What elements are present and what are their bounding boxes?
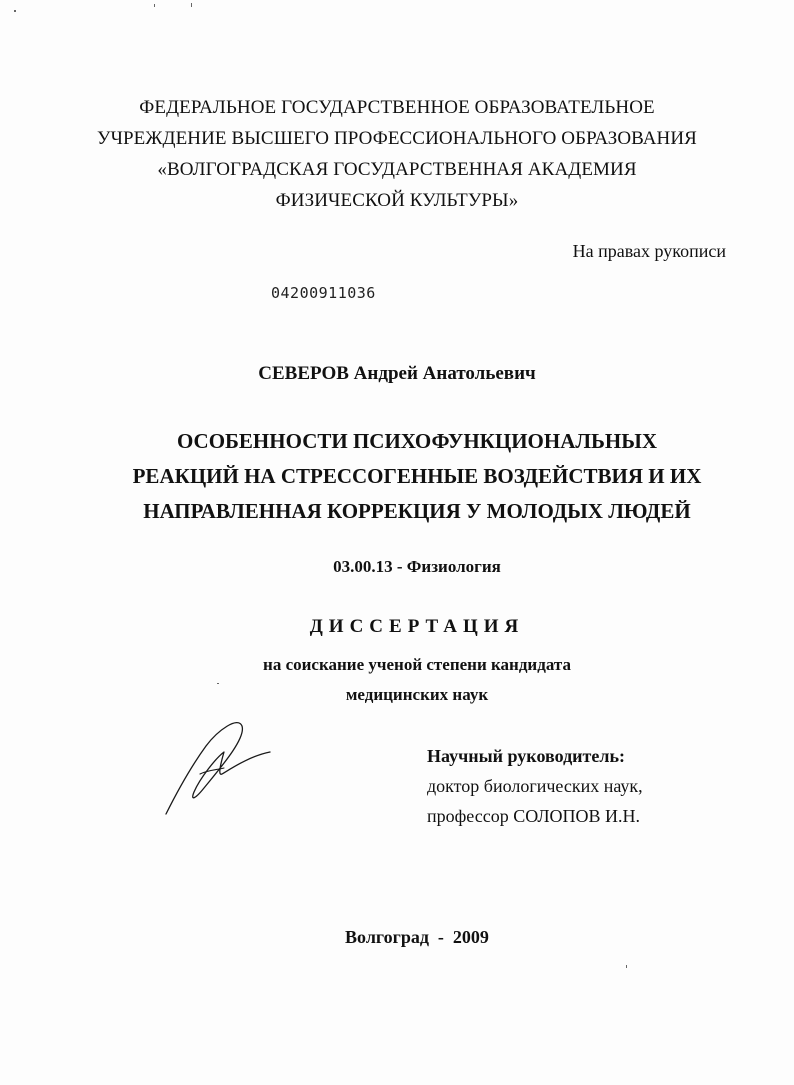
institution-line: УЧРЕЖДЕНИЕ ВЫСШЕГО ПРОФЕССИОНАЛЬНОГО ОБРАЗОВАНИЯ: [97, 128, 697, 149]
institution-name: [0, 92, 794, 216]
author-name: СЕВЕРОВ Андрей Анатольевич: [258, 363, 536, 384]
degree-field: медицинских наук: [345, 685, 489, 704]
institution-line: «ВОЛГОГРАДСКАЯ ГОСУДАРСТВЕННАЯ АКАДЕМИЯ: [157, 159, 637, 180]
signature-icon: [160, 718, 280, 818]
supervisor-degree: доктор биологических наук,: [427, 776, 643, 796]
title-line: НАПРАВЛЕННАЯ КОРРЕКЦИЯ У МОЛОДЫХ ЛЮДЕЙ: [143, 499, 691, 523]
scan-speck: [154, 4, 155, 7]
registration-code: 04200911036: [271, 284, 376, 302]
degree-line: на соискание ученой степени кандидата: [263, 655, 571, 674]
degree-info: [0, 650, 794, 710]
scan-speck: [14, 10, 16, 12]
scan-speck: [626, 965, 627, 968]
document-type: ДИССЕРТАЦИЯ: [309, 616, 525, 637]
specialty: 03.00.13 - Физиология: [333, 557, 501, 576]
supervisor-heading: Научный руководитель:: [427, 746, 625, 766]
dissertation-title: [0, 424, 794, 529]
title-line: ОСОБЕННОСТИ ПСИХОФУНКЦИОНАЛЬНЫХ: [176, 429, 658, 453]
institution-line: ФИЗИЧЕСКОЙ КУЛЬТУРЫ»: [275, 190, 519, 211]
supervisor-block: [427, 741, 643, 831]
place-year: Волгоград - 2009: [345, 927, 489, 947]
supervisor-name: профессор СОЛОПОВ И.Н.: [427, 806, 641, 826]
scan-speck: [191, 3, 192, 7]
manuscript-note: На правах рукописи: [572, 241, 726, 261]
institution-line: ФЕДЕРАЛЬНОЕ ГОСУДАРСТВЕННОЕ ОБРАЗОВАТЕЛЬНОЕ: [139, 97, 655, 118]
title-line: РЕАКЦИЙ НА СТРЕССОГЕННЫЕ ВОЗДЕЙСТВИЯ И ИХ: [132, 464, 702, 488]
